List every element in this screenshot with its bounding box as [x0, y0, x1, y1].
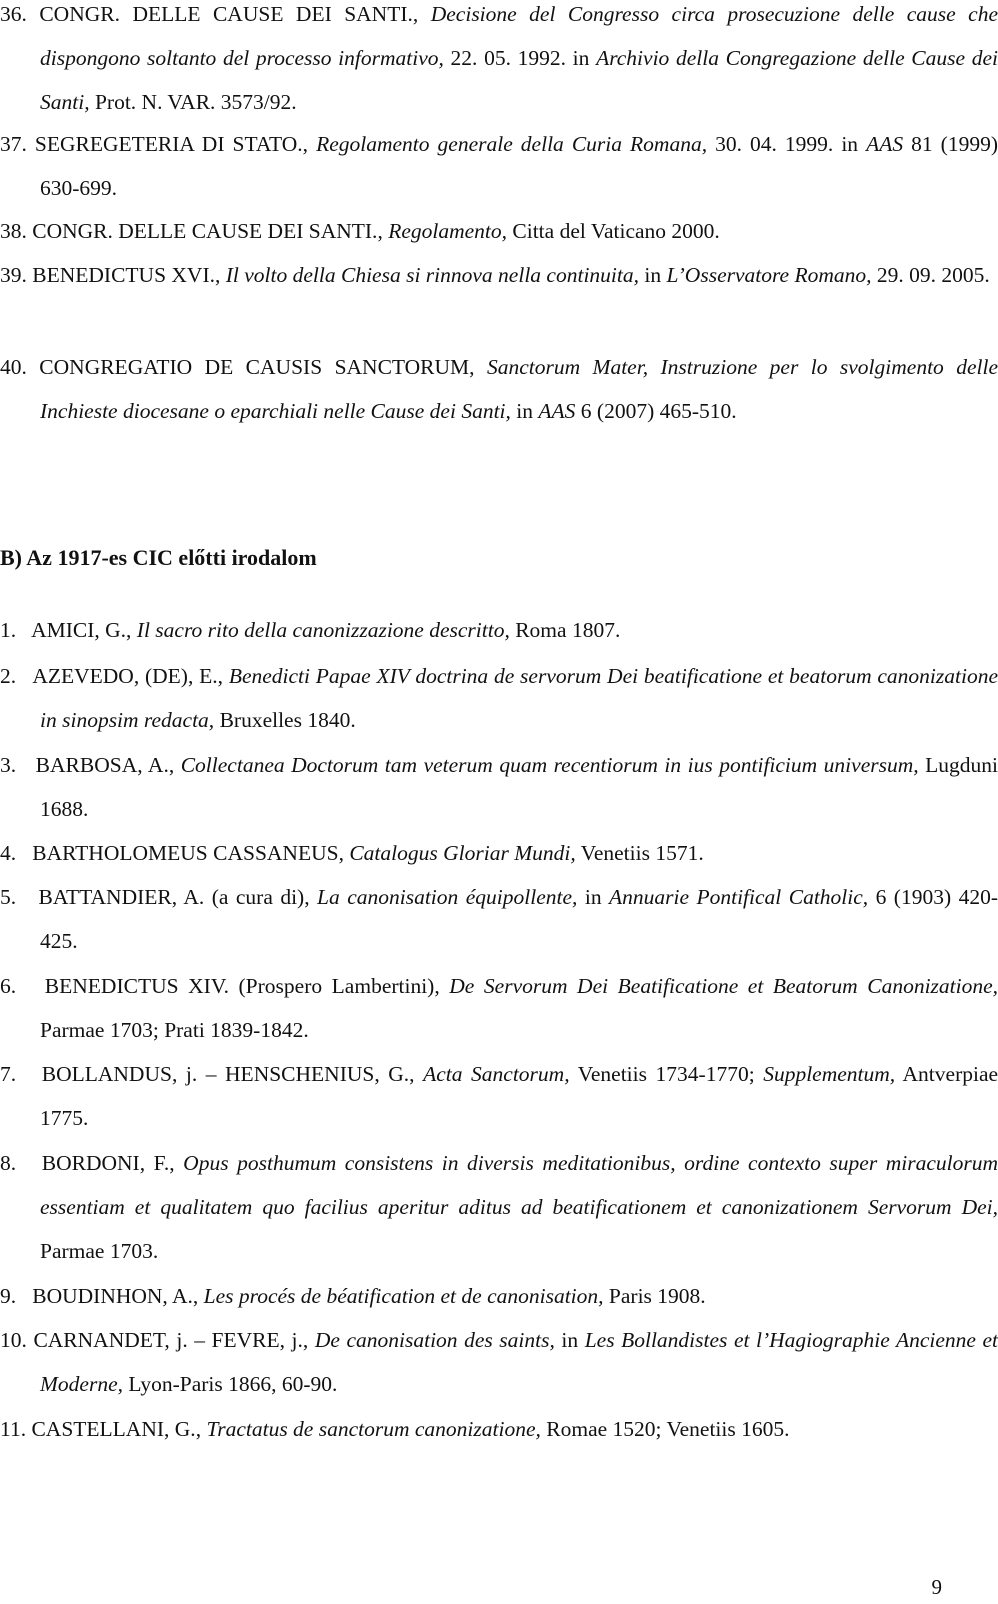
reference-40: 40. CONGREGATIO DE CAUSIS SANCTORUM, Sanctorum Mater, Instruzione per lo svolgimento delle Inchieste diocesane o eparchiali nelle Cause dei Santi, in AAS 6 (2007) 465-510. [0, 355, 998, 423]
section-heading: B) Az 1917-es CIC előtti irodalom [0, 545, 317, 570]
reference-1: 1. AMICI, G., Il sacro rito della canonizzazione descritto, Roma 1807. [0, 618, 621, 642]
reference-11: 11. CASTELLANI, G., Tractatus de sanctorum canonizatione, Romae 1520; Venetiis 1605. [0, 1417, 790, 1441]
reference-10: 10. CARNANDET, j. – FEVRE, j., De canonisation des saints, in Les Bollandistes et l’Hagiographie Ancienne et Moderne, Lyon-Paris 1866, 60-90. [0, 1328, 998, 1396]
reference-2: 2. AZEVEDO, (DE), E., Benedicti Papae XIV doctrina de servorum Dei beatificatione et beatorum canonizatione in sinopsim redacta, Bruxelles 1840. [0, 664, 998, 732]
reference-7: 7. BOLLANDUS, j. – HENSCHENIUS, G., Acta Sanctorum, Venetiis 1734-1770; Supplementum, Antverpiae 1775. [0, 1062, 998, 1130]
reference-6: 6. BENEDICTUS XIV. (Prospero Lambertini), De Servorum Dei Beatificatione et Beatorum Canonizatione, Parmae 1703; Prati 1839-1842. [0, 974, 998, 1042]
reference-3: 3. BARBOSA, A., Collectanea Doctorum tam veterum quam recentiorum in ius pontificium universum, Lugduni 1688. [0, 753, 998, 821]
reference-38: 38. CONGR. DELLE CAUSE DEI SANTI., Regolamento, Citta del Vaticano 2000. [0, 219, 720, 243]
reference-9: 9. BOUDINHON, A., Les procés de béatification et de canonisation, Paris 1908. [0, 1284, 706, 1308]
reference-4: 4. BARTHOLOMEUS CASSANEUS, Catalogus Gloriar Mundi, Venetiis 1571. [0, 841, 704, 865]
page-number: 9 [931, 1575, 942, 1599]
reference-37: 37. SEGREGETERIA DI STATO., Regolamento generale della Curia Romana, 30. 04. 1999. in AAS 81 (1999) 630-699. [0, 132, 998, 200]
reference-5: 5. BATTANDIER, A. (a cura di), La canonisation équipollente, in Annuarie Pontifical Catholic, 6 (1903) 420-425. [0, 885, 998, 953]
reference-39: 39. BENEDICTUS XVI., Il volto della Chiesa si rinnova nella continuita, in L’Osservatore Romano, 29. 09. 2005. [0, 263, 990, 287]
reference-8: 8. BORDONI, F., Opus posthumum consistens in diversis meditationibus, ordine contexto super miraculorum essentiam et qualitatem quo facilius aperitur aditus ad beatificationem et canonizationem Servorum Dei, Parmae 1703. [0, 1151, 998, 1263]
reference-36: 36. CONGR. DELLE CAUSE DEI SANTI., Decisione del Congresso circa prosecuzione delle cause che dispongono soltanto del processo informativo, 22. 05. 1992. in Archivio della Congregazione delle Cause dei Santi, Prot. N. VAR. 3573/92. [0, 2, 998, 114]
